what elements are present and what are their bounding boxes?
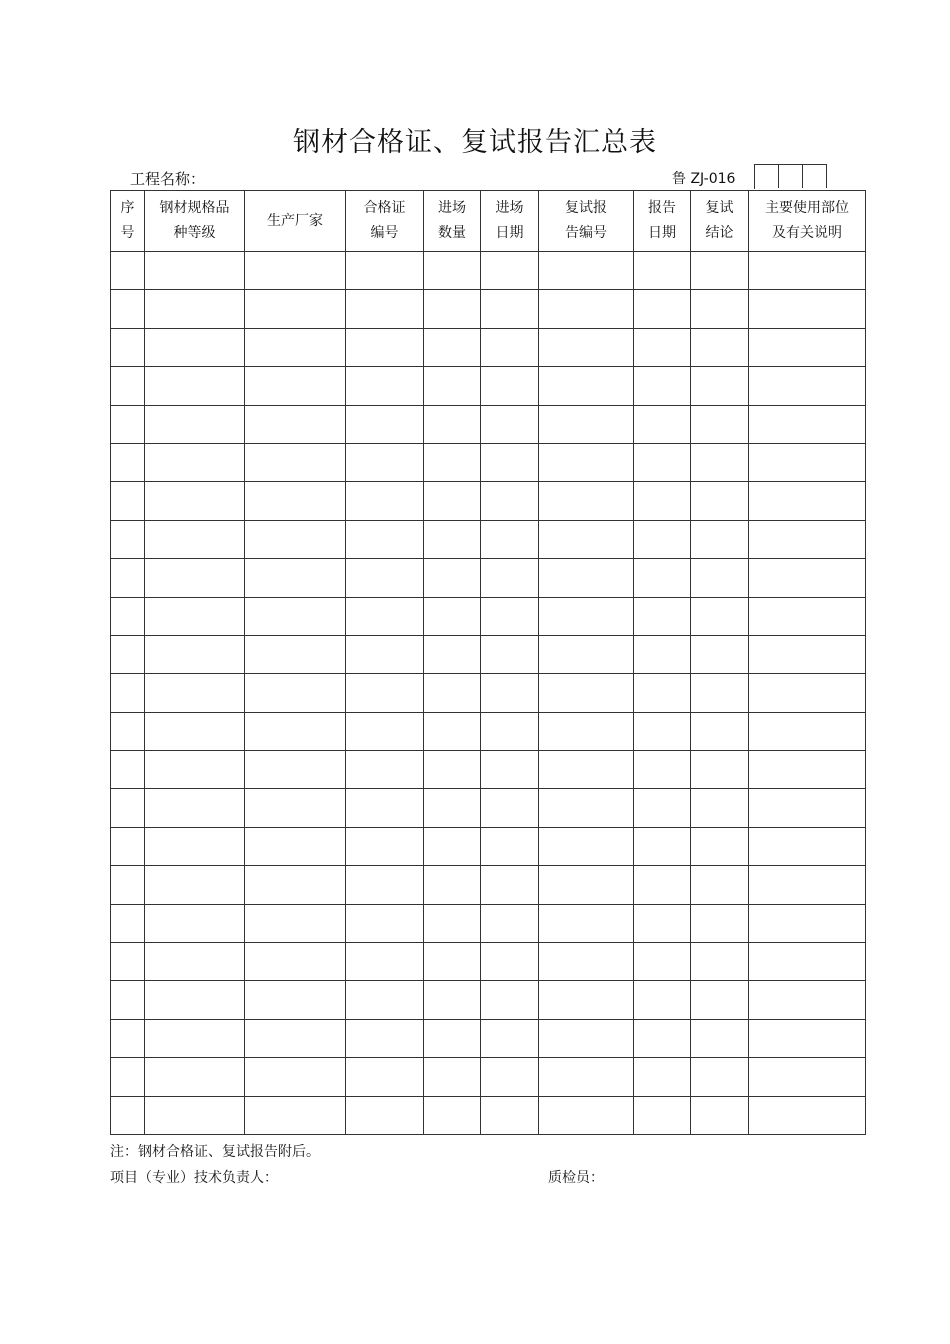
table-cell[interactable] <box>245 443 346 481</box>
table-cell[interactable] <box>111 482 145 520</box>
table-cell[interactable] <box>481 482 539 520</box>
table-row <box>111 367 866 405</box>
table-cell[interactable] <box>424 405 481 443</box>
table-cell[interactable] <box>111 443 145 481</box>
table-cell[interactable] <box>346 635 424 673</box>
table-cell[interactable] <box>634 1096 691 1134</box>
table-cell[interactable] <box>634 559 691 597</box>
table-cell[interactable] <box>346 482 424 520</box>
table-cell[interactable] <box>749 520 866 558</box>
header-line: 数量 <box>438 225 466 241</box>
header-line: 结论 <box>705 225 734 241</box>
table-row <box>111 252 866 290</box>
table-cell[interactable] <box>111 635 145 673</box>
table-cell[interactable] <box>749 789 866 827</box>
table-cell[interactable] <box>749 981 866 1019</box>
table-cell[interactable] <box>539 904 634 942</box>
table-cell[interactable] <box>111 328 145 366</box>
table-cell[interactable] <box>424 597 481 635</box>
form-code-boxes <box>754 164 827 189</box>
table-cell[interactable] <box>481 635 539 673</box>
table-cell[interactable] <box>691 943 749 981</box>
table-row <box>111 1096 866 1134</box>
table-cell[interactable] <box>346 443 424 481</box>
header-line: 号 <box>120 225 135 241</box>
table-cell[interactable] <box>481 981 539 1019</box>
table-cell[interactable] <box>691 674 749 712</box>
table-cell[interactable] <box>424 712 481 750</box>
table-row <box>111 328 866 366</box>
table-cell[interactable] <box>111 674 145 712</box>
table-cell[interactable] <box>346 904 424 942</box>
table-cell[interactable] <box>481 328 539 366</box>
table-cell[interactable] <box>111 1096 145 1134</box>
footer-note: 注：钢材合格证、复试报告附后。 <box>110 1144 320 1160</box>
table-cell[interactable] <box>691 1019 749 1057</box>
table-cell[interactable] <box>111 751 145 789</box>
table-cell[interactable] <box>145 405 245 443</box>
table-cell[interactable] <box>539 405 634 443</box>
table-cell[interactable] <box>634 635 691 673</box>
steel-summary-table <box>110 190 866 1135</box>
table-row <box>111 674 866 712</box>
table-cell[interactable] <box>481 520 539 558</box>
table-cell[interactable] <box>245 367 346 405</box>
table-cell[interactable] <box>245 943 346 981</box>
table-cell[interactable] <box>749 866 866 904</box>
table-cell[interactable] <box>111 712 145 750</box>
table-cell[interactable] <box>346 252 424 290</box>
table-cell[interactable] <box>111 252 145 290</box>
table-cell[interactable] <box>145 635 245 673</box>
table-cell[interactable] <box>145 943 245 981</box>
table-cell[interactable] <box>145 1019 245 1057</box>
table-cell[interactable] <box>481 367 539 405</box>
table-cell[interactable] <box>481 827 539 865</box>
table-cell[interactable] <box>749 635 866 673</box>
table-cell[interactable] <box>749 674 866 712</box>
table-row <box>111 597 866 635</box>
table-row <box>111 1058 866 1096</box>
header-arrival-date <box>481 191 539 252</box>
table-cell[interactable] <box>111 1058 145 1096</box>
table-cell[interactable] <box>245 252 346 290</box>
table-cell[interactable] <box>634 866 691 904</box>
table-cell[interactable] <box>634 751 691 789</box>
table-row <box>111 712 866 750</box>
table-cell[interactable] <box>539 789 634 827</box>
table-cell[interactable] <box>424 635 481 673</box>
table-cell[interactable] <box>749 827 866 865</box>
table-cell[interactable] <box>481 712 539 750</box>
table-cell[interactable] <box>424 367 481 405</box>
table-cell[interactable] <box>245 981 346 1019</box>
table-cell[interactable] <box>346 597 424 635</box>
table-cell[interactable] <box>634 1019 691 1057</box>
table-cell[interactable] <box>749 252 866 290</box>
table-cell[interactable] <box>424 290 481 328</box>
header-line: 及有关说明 <box>772 225 842 241</box>
header-steel-spec-grade <box>145 191 245 252</box>
header-retest-report-number <box>539 191 634 252</box>
table-cell[interactable] <box>245 405 346 443</box>
table-row <box>111 943 866 981</box>
table-row <box>111 827 866 865</box>
table-cell[interactable] <box>424 559 481 597</box>
header-retest-conclusion <box>691 191 749 252</box>
table-cell[interactable] <box>634 252 691 290</box>
table-cell[interactable] <box>145 520 245 558</box>
table-cell[interactable] <box>145 443 245 481</box>
header-line: 进场 <box>495 200 524 216</box>
table-cell[interactable] <box>481 674 539 712</box>
table-cell[interactable] <box>145 597 245 635</box>
table-cell[interactable] <box>424 904 481 942</box>
table-cell[interactable] <box>111 943 145 981</box>
table-cell[interactable] <box>145 789 245 827</box>
table-cell[interactable] <box>691 290 749 328</box>
table-cell[interactable] <box>539 981 634 1019</box>
table-cell[interactable] <box>539 751 634 789</box>
table-cell[interactable] <box>424 252 481 290</box>
table-cell[interactable] <box>424 482 481 520</box>
table-cell[interactable] <box>481 1019 539 1057</box>
table-cell[interactable] <box>634 597 691 635</box>
table-cell[interactable] <box>346 520 424 558</box>
table-cell[interactable] <box>245 674 346 712</box>
table-cell[interactable] <box>424 1096 481 1134</box>
table-cell[interactable] <box>145 866 245 904</box>
table-cell[interactable] <box>111 1019 145 1057</box>
table-cell[interactable] <box>691 252 749 290</box>
form-code-box[interactable] <box>755 164 779 188</box>
table-cell[interactable] <box>145 751 245 789</box>
table-cell[interactable] <box>749 751 866 789</box>
table-cell[interactable] <box>691 904 749 942</box>
table-cell[interactable] <box>749 1096 866 1134</box>
table-cell[interactable] <box>749 712 866 750</box>
header-certificate-number <box>346 191 424 252</box>
table-row <box>111 904 866 942</box>
table-cell[interactable] <box>634 827 691 865</box>
table-cell[interactable] <box>539 943 634 981</box>
table-cell[interactable] <box>111 597 145 635</box>
table-cell[interactable] <box>145 252 245 290</box>
table-cell[interactable] <box>539 674 634 712</box>
table-cell[interactable] <box>539 443 634 481</box>
table-cell[interactable] <box>346 559 424 597</box>
table-cell[interactable] <box>346 405 424 443</box>
header-line: 进场 <box>438 200 466 216</box>
table-row <box>111 751 866 789</box>
header-line: 报告 <box>648 200 676 216</box>
table-cell[interactable] <box>691 981 749 1019</box>
table-cell[interactable] <box>145 827 245 865</box>
table-cell[interactable] <box>481 866 539 904</box>
table-cell[interactable] <box>346 328 424 366</box>
table-cell[interactable] <box>691 367 749 405</box>
table-cell[interactable] <box>245 712 346 750</box>
form-code-box[interactable] <box>803 164 827 188</box>
table-cell[interactable] <box>145 1096 245 1134</box>
table-cell[interactable] <box>111 290 145 328</box>
table-cell[interactable] <box>634 405 691 443</box>
table-body <box>111 252 866 1135</box>
table-cell[interactable] <box>245 290 346 328</box>
table-cell[interactable] <box>749 1058 866 1096</box>
table-cell[interactable] <box>691 1096 749 1134</box>
table-cell[interactable] <box>111 559 145 597</box>
table-cell[interactable] <box>245 866 346 904</box>
table-cell[interactable] <box>424 443 481 481</box>
table-cell[interactable] <box>481 290 539 328</box>
table-cell[interactable] <box>424 1019 481 1057</box>
table-cell[interactable] <box>346 866 424 904</box>
table-cell[interactable] <box>634 712 691 750</box>
table-cell[interactable] <box>539 559 634 597</box>
table-row <box>111 866 866 904</box>
header-line: 主要使用部位 <box>765 200 849 216</box>
table-cell[interactable] <box>749 559 866 597</box>
table-cell[interactable] <box>424 674 481 712</box>
table-cell[interactable] <box>749 367 866 405</box>
table-cell[interactable] <box>346 981 424 1019</box>
table-cell[interactable] <box>634 443 691 481</box>
table-cell[interactable] <box>481 1096 539 1134</box>
table-cell[interactable] <box>539 328 634 366</box>
table-row <box>111 290 866 328</box>
table-row <box>111 559 866 597</box>
header-line: 合格证 <box>363 200 406 216</box>
table-cell[interactable] <box>481 443 539 481</box>
table-cell[interactable] <box>539 1096 634 1134</box>
table-cell[interactable] <box>245 904 346 942</box>
header-line: 日期 <box>495 225 524 241</box>
table-cell[interactable] <box>749 904 866 942</box>
project-name-label: 工程名称： <box>130 170 206 188</box>
header-arrival-quantity <box>424 191 481 252</box>
table-cell[interactable] <box>749 597 866 635</box>
table-cell[interactable] <box>634 904 691 942</box>
table-cell[interactable] <box>481 597 539 635</box>
table-cell[interactable] <box>424 943 481 981</box>
header-line: 日期 <box>648 225 676 241</box>
table-cell[interactable] <box>691 482 749 520</box>
table-cell[interactable] <box>346 674 424 712</box>
table-cell[interactable] <box>145 1058 245 1096</box>
table-cell[interactable] <box>245 1019 346 1057</box>
header-line: 序 <box>120 200 135 216</box>
header-line: 种等级 <box>173 225 216 241</box>
table-cell[interactable] <box>691 712 749 750</box>
table-row <box>111 789 866 827</box>
table-cell[interactable] <box>634 981 691 1019</box>
table-cell[interactable] <box>145 367 245 405</box>
table-cell[interactable] <box>634 482 691 520</box>
table-cell[interactable] <box>245 328 346 366</box>
table-cell[interactable] <box>111 981 145 1019</box>
table-cell[interactable] <box>749 482 866 520</box>
table-row <box>111 482 866 520</box>
table-cell[interactable] <box>749 405 866 443</box>
table-row <box>111 1019 866 1057</box>
table-cell[interactable] <box>424 789 481 827</box>
header-manufacturer <box>245 191 346 252</box>
table-cell[interactable] <box>424 1058 481 1096</box>
table-cell[interactable] <box>245 520 346 558</box>
table-cell[interactable] <box>481 559 539 597</box>
form-code-box[interactable] <box>779 164 803 188</box>
table-cell[interactable] <box>691 635 749 673</box>
table-cell[interactable] <box>481 252 539 290</box>
table-cell[interactable] <box>245 751 346 789</box>
table-cell[interactable] <box>749 328 866 366</box>
table-cell[interactable] <box>749 290 866 328</box>
table-cell[interactable] <box>634 674 691 712</box>
table-cell[interactable] <box>245 559 346 597</box>
table-cell[interactable] <box>346 827 424 865</box>
table-cell[interactable] <box>245 1096 346 1134</box>
table-cell[interactable] <box>346 712 424 750</box>
table-cell[interactable] <box>539 712 634 750</box>
header-line: 钢材规格品 <box>159 200 230 216</box>
header-line: 复试报 <box>565 200 607 216</box>
table-cell[interactable] <box>145 328 245 366</box>
table-cell[interactable] <box>539 367 634 405</box>
table-cell[interactable] <box>691 789 749 827</box>
inspector-signature-label: 质检员： <box>548 1170 604 1186</box>
table-cell[interactable] <box>539 252 634 290</box>
table-cell[interactable] <box>346 1096 424 1134</box>
header-serial-number <box>111 191 145 252</box>
table-cell[interactable] <box>539 290 634 328</box>
table-cell[interactable] <box>539 1019 634 1057</box>
table-cell[interactable] <box>691 866 749 904</box>
table-cell[interactable] <box>424 827 481 865</box>
table-cell[interactable] <box>539 827 634 865</box>
table-cell[interactable] <box>481 789 539 827</box>
table-cell[interactable] <box>691 520 749 558</box>
table-cell[interactable] <box>346 1019 424 1057</box>
table-cell[interactable] <box>634 367 691 405</box>
table-cell[interactable] <box>111 405 145 443</box>
tech-lead-signature-label: 项目（专业）技术负责人： <box>110 1170 278 1186</box>
table-cell[interactable] <box>145 559 245 597</box>
table-cell[interactable] <box>691 443 749 481</box>
table-cell[interactable] <box>145 904 245 942</box>
table-cell[interactable] <box>481 904 539 942</box>
table-cell[interactable] <box>424 328 481 366</box>
table-cell[interactable] <box>691 751 749 789</box>
header-line: 告编号 <box>565 225 607 241</box>
table-cell[interactable] <box>539 1058 634 1096</box>
table-cell[interactable] <box>245 827 346 865</box>
table-cell[interactable] <box>691 405 749 443</box>
header-line: 复试 <box>705 200 734 216</box>
table-row <box>111 635 866 673</box>
table-cell[interactable] <box>145 674 245 712</box>
table-cell[interactable] <box>245 482 346 520</box>
header-report-date <box>634 191 691 252</box>
table-cell[interactable] <box>691 328 749 366</box>
table-cell[interactable] <box>691 559 749 597</box>
table-cell[interactable] <box>749 1019 866 1057</box>
table-cell[interactable] <box>481 943 539 981</box>
table-cell[interactable] <box>481 751 539 789</box>
table-header-row <box>111 191 866 252</box>
table-cell[interactable] <box>145 712 245 750</box>
table-cell[interactable] <box>539 520 634 558</box>
table-cell[interactable] <box>424 520 481 558</box>
table-cell[interactable] <box>245 789 346 827</box>
table-cell[interactable] <box>145 482 245 520</box>
table-cell[interactable] <box>539 597 634 635</box>
table-cell[interactable] <box>691 1058 749 1096</box>
table-cell[interactable] <box>245 597 346 635</box>
table-cell[interactable] <box>634 290 691 328</box>
table-cell[interactable] <box>111 827 145 865</box>
table-cell[interactable] <box>245 635 346 673</box>
table-cell[interactable] <box>145 981 245 1019</box>
header-line: 编号 <box>370 225 399 241</box>
table-cell[interactable] <box>634 1058 691 1096</box>
table-row <box>111 405 866 443</box>
table-cell[interactable] <box>481 405 539 443</box>
document-title: 钢材合格证、复试报告汇总表 <box>293 127 657 158</box>
table-row <box>111 520 866 558</box>
table-cell[interactable] <box>691 597 749 635</box>
table-row <box>111 981 866 1019</box>
table-cell[interactable] <box>346 751 424 789</box>
header-line: 生产厂家 <box>267 212 323 229</box>
table-cell[interactable] <box>539 635 634 673</box>
table-cell[interactable] <box>145 290 245 328</box>
table-cell[interactable] <box>539 482 634 520</box>
table-cell[interactable] <box>749 443 866 481</box>
form-code: 鲁 ZJ-016 <box>672 171 736 187</box>
table-cell[interactable] <box>634 520 691 558</box>
table-cell[interactable] <box>634 943 691 981</box>
table-cell[interactable] <box>424 866 481 904</box>
table-cell[interactable] <box>111 789 145 827</box>
table-cell[interactable] <box>634 789 691 827</box>
table-cell[interactable] <box>424 751 481 789</box>
table-cell[interactable] <box>111 520 145 558</box>
table-row <box>111 443 866 481</box>
table-cell[interactable] <box>346 290 424 328</box>
table-cell[interactable] <box>346 1058 424 1096</box>
table-cell[interactable] <box>111 904 145 942</box>
table-cell[interactable] <box>481 1058 539 1096</box>
table-cell[interactable] <box>111 367 145 405</box>
table-cell[interactable] <box>245 1058 346 1096</box>
table-cell[interactable] <box>346 789 424 827</box>
table-cell[interactable] <box>539 866 634 904</box>
table-cell[interactable] <box>111 866 145 904</box>
table-cell[interactable] <box>346 943 424 981</box>
table-cell[interactable] <box>424 981 481 1019</box>
table-cell[interactable] <box>634 328 691 366</box>
header-usage-location-notes <box>749 191 866 252</box>
table-cell[interactable] <box>346 367 424 405</box>
table-cell[interactable] <box>691 827 749 865</box>
table-cell[interactable] <box>749 943 866 981</box>
